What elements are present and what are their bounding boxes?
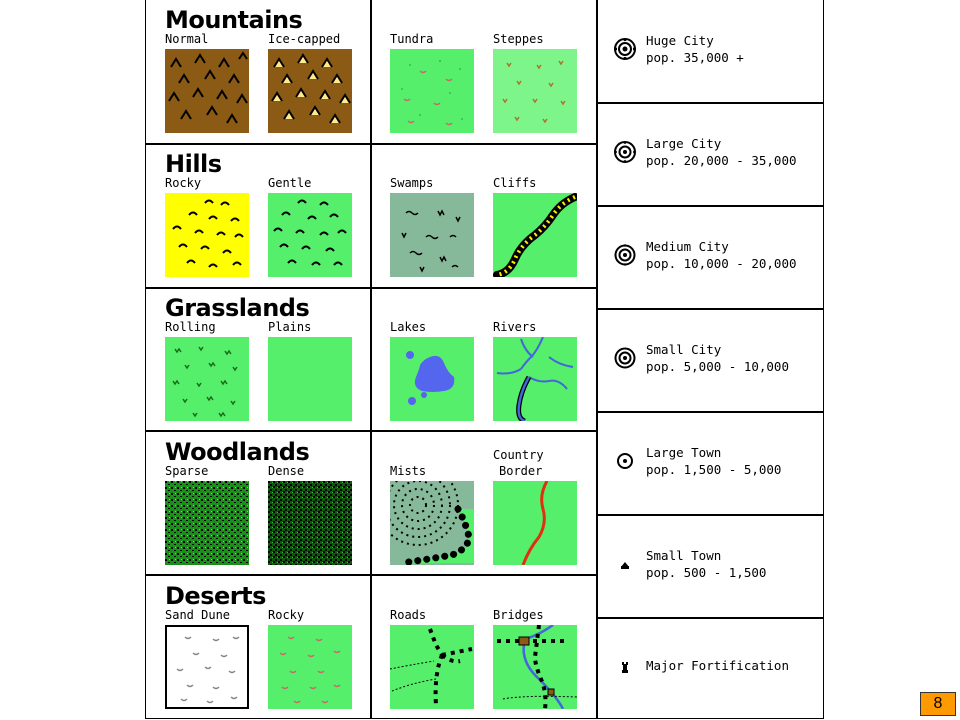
swamps-swatch — [390, 193, 474, 277]
settlement-pop: pop. 10,000 - 20,000 — [646, 256, 797, 271]
lakes-swatch — [390, 337, 474, 421]
tundra-swatch — [390, 49, 474, 133]
deserts-sanddune-swatch — [165, 625, 249, 709]
roads-swatch — [390, 625, 474, 709]
country-border-swatch — [493, 481, 577, 565]
cliffs-swatch — [493, 193, 577, 277]
steppes-label: Steppes — [493, 32, 544, 46]
swamps-label: Swamps — [390, 176, 434, 190]
woodlands-title: Woodlands — [165, 438, 310, 466]
rivers-label: Rivers — [493, 320, 537, 334]
settlement-name: Small City — [646, 342, 722, 357]
roads-label: Roads — [390, 608, 427, 622]
settlement-name: Large Town — [646, 445, 722, 460]
hills-title: Hills — [165, 150, 222, 178]
country-border-label-line2: Border — [499, 464, 543, 478]
row-divider — [597, 514, 824, 516]
mountains-title: Mountains — [165, 6, 303, 34]
row-divider — [597, 308, 824, 310]
woodlands-dense-swatch — [268, 481, 352, 565]
deserts-title: Deserts — [165, 582, 266, 610]
woodlands-sparse-swatch — [165, 481, 249, 565]
country-border-label-line1: Country — [493, 448, 544, 462]
bridges-swatch — [493, 625, 577, 709]
row-divider — [145, 430, 597, 432]
row-divider — [145, 287, 597, 289]
row-divider — [145, 143, 597, 145]
settlement-name: Large City — [646, 136, 722, 151]
row-divider — [597, 411, 824, 413]
mists-swatch — [390, 481, 474, 565]
hills-rocky-label: Rocky — [165, 176, 202, 190]
small-town-icon — [614, 553, 636, 575]
small-city-icon — [614, 347, 636, 369]
hills-rocky-swatch — [165, 193, 249, 277]
mountains-normal-label: Normal — [165, 32, 209, 46]
column-divider — [596, 0, 598, 719]
woodlands-sparse-label: Sparse — [165, 464, 209, 478]
settlement-name: Huge City — [646, 33, 714, 48]
hills-gentle-label: Gentle — [268, 176, 312, 190]
settlement-pop: pop. 20,000 - 35,000 — [646, 153, 797, 168]
grasslands-rolling-swatch — [165, 337, 249, 421]
fortification-icon — [614, 656, 636, 678]
tundra-label: Tundra — [390, 32, 434, 46]
steppes-swatch — [493, 49, 577, 133]
settlement-name: Major Fortification — [646, 658, 789, 673]
cliffs-label: Cliffs — [493, 176, 537, 190]
deserts-rocky-swatch — [268, 625, 352, 709]
settlement-pop: pop. 500 - 1,500 — [646, 565, 767, 580]
grasslands-plains-swatch — [268, 337, 352, 421]
large-city-icon — [614, 141, 636, 163]
mountains-normal-swatch — [165, 49, 249, 133]
woodlands-dense-label: Dense — [268, 464, 305, 478]
medium-city-icon — [614, 244, 636, 266]
settlement-name: Small Town — [646, 548, 722, 563]
bridges-label: Bridges — [493, 608, 544, 622]
settlement-pop: pop. 35,000 + — [646, 50, 744, 65]
large-town-icon — [614, 450, 636, 472]
grasslands-rolling-label: Rolling — [165, 320, 216, 334]
row-divider — [597, 102, 824, 104]
lakes-label: Lakes — [390, 320, 427, 334]
huge-city-icon — [614, 38, 636, 60]
deserts-sanddune-label: Sand Dune — [165, 608, 231, 622]
mountains-icecapped-label: Ice-capped — [268, 32, 341, 46]
row-divider — [597, 205, 824, 207]
settlement-pop: pop. 1,500 - 5,000 — [646, 462, 782, 477]
column-divider — [370, 0, 372, 719]
deserts-rocky-label: Rocky — [268, 608, 305, 622]
mists-label: Mists — [390, 464, 427, 478]
grasslands-title: Grasslands — [165, 294, 310, 322]
settlement-name: Medium City — [646, 239, 729, 254]
mountains-icecapped-swatch — [268, 49, 352, 133]
row-divider — [597, 617, 824, 619]
page-number-badge: 8 — [920, 692, 956, 716]
rivers-swatch — [493, 337, 577, 421]
row-divider — [145, 574, 597, 576]
settlement-pop: pop. 5,000 - 10,000 — [646, 359, 789, 374]
hills-gentle-swatch — [268, 193, 352, 277]
grasslands-plains-label: Plains — [268, 320, 312, 334]
